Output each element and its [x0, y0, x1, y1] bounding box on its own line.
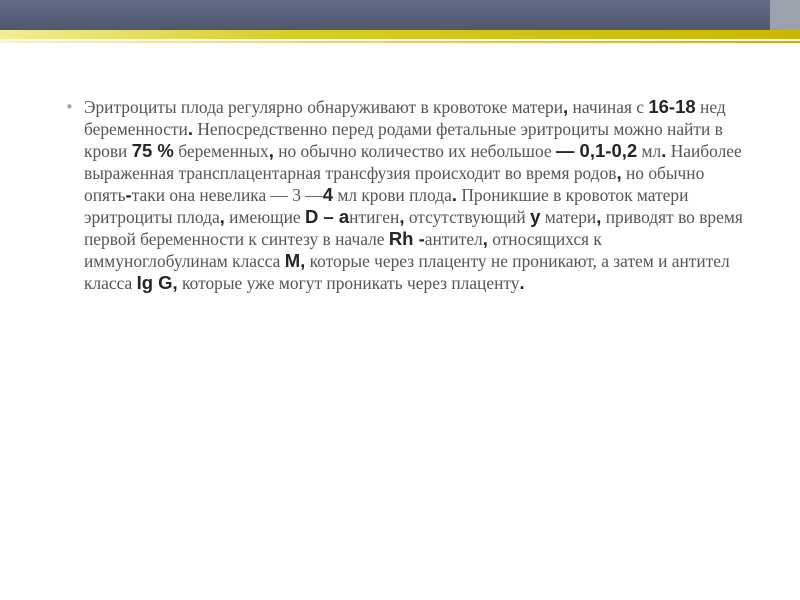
- text-segment: беременных: [173, 141, 269, 161]
- text-segment: но обычно опять: [84, 163, 705, 205]
- text-segment: 75 %: [131, 140, 174, 161]
- text-segment: Наиболее выраженная трансплацентарная трансфузия происходит во время родов: [84, 141, 742, 183]
- text-segment: .: [661, 140, 667, 161]
- header-corner-block: [770, 0, 800, 30]
- text-segment: ,: [268, 140, 274, 161]
- text-segment: которые уже могут проникать через плаценту: [177, 273, 520, 293]
- text-segment: приводят во время первой беременности к синтезу в начале: [84, 207, 743, 249]
- text-segment: нед беременности: [84, 97, 726, 139]
- text-segment: таки она невелика — 3 —: [131, 185, 323, 205]
- text-segment: — 0,1-0,2: [555, 140, 638, 161]
- text-segment: 4: [322, 184, 333, 205]
- text-segment: Ig G,: [136, 272, 178, 293]
- text-segment: Непосредственно перед родами фетальные эритроциты можно найти в крови: [84, 119, 723, 161]
- slide-content: [65, 96, 745, 294]
- text-segment: мл крови плода: [332, 185, 452, 205]
- body-paragraph: [84, 96, 745, 294]
- text-segment: ,: [596, 206, 602, 227]
- text-segment: Rh -: [388, 228, 425, 249]
- text-segment: отсутствующий: [404, 207, 531, 227]
- text-segment: которые через плаценту не проникают, а затем и антител класса: [84, 251, 730, 293]
- text-segment: ,: [399, 206, 405, 227]
- text-segment: ,: [616, 162, 622, 183]
- text-segment: D – а: [304, 206, 350, 227]
- text-segment: Проникшие в кровоток матери эритроциты плода: [84, 185, 689, 227]
- text-segment: антител: [424, 229, 483, 249]
- text-segment: .: [451, 184, 457, 205]
- text-segment: M,: [284, 250, 306, 271]
- text-segment: матери: [540, 207, 597, 227]
- text-segment: ,: [219, 206, 225, 227]
- text-segment: ,: [482, 228, 488, 249]
- text-segment: -: [125, 184, 132, 205]
- text-segment: относящихся к иммуноглобулинам класса: [84, 229, 602, 271]
- header-bar: [0, 0, 800, 30]
- text-segment: .: [187, 118, 193, 139]
- gold-accent-thin-stripe: [0, 41, 800, 43]
- text-segment: .: [519, 272, 525, 293]
- text-segment: нтиген: [349, 207, 400, 227]
- text-segment: мл: [637, 141, 662, 161]
- text-segment: 16-18: [648, 96, 696, 117]
- text-segment: имеющие: [224, 207, 305, 227]
- text-segment: начиная с: [568, 97, 649, 117]
- text-segment: Эритроциты плода регулярно обнаруживают в кровотоке матери: [84, 97, 564, 117]
- bullet-icon: •: [65, 98, 74, 116]
- text-segment: но обычно количество их небольшое: [273, 141, 556, 161]
- text-segment: у: [530, 206, 541, 227]
- text-segment: ,: [563, 96, 569, 117]
- gold-accent-stripe: [0, 30, 800, 39]
